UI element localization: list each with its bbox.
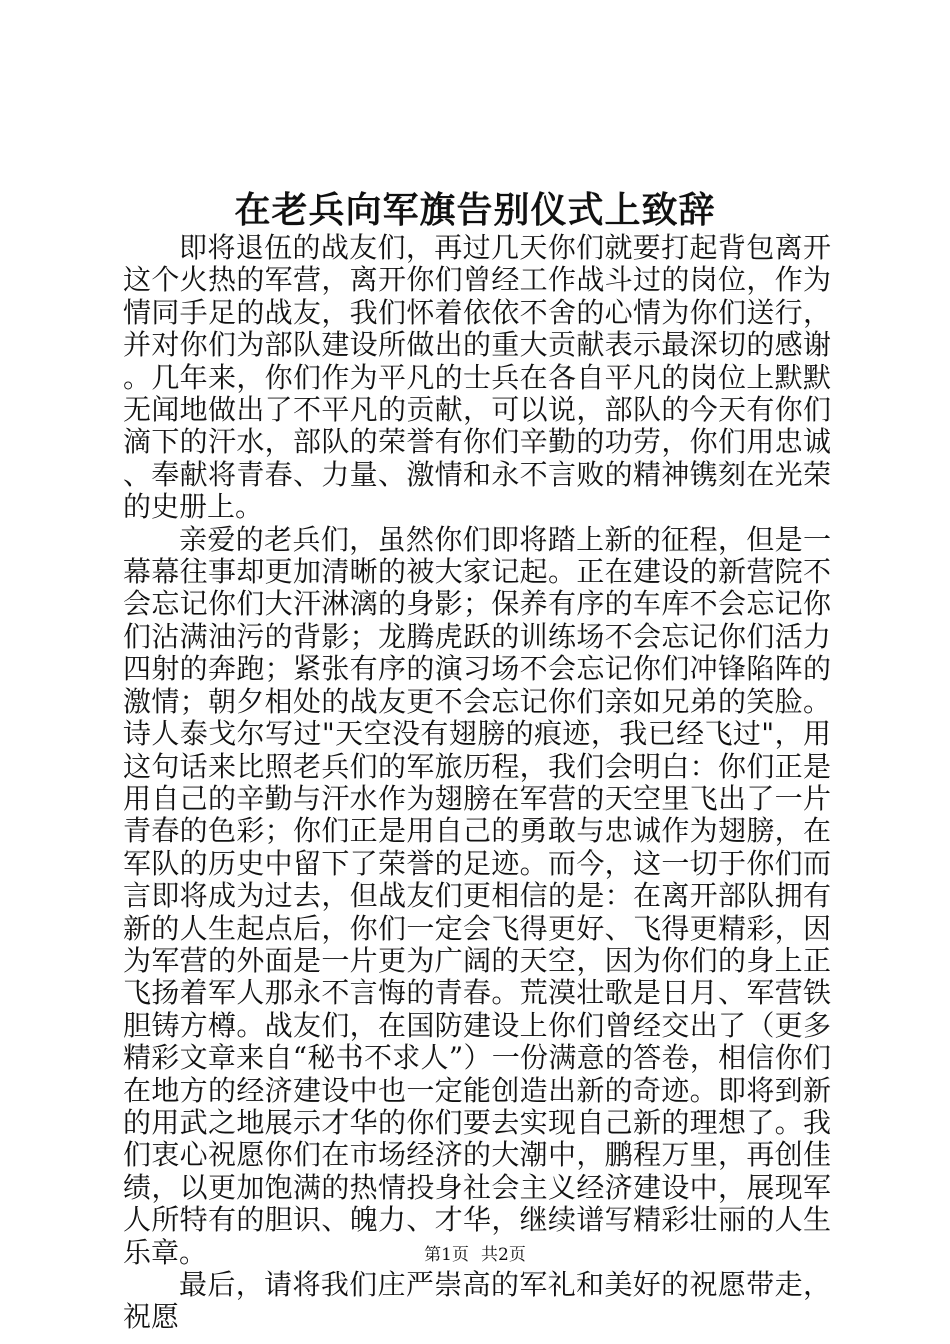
- paragraph-1: 即将退伍的战友们，再过几天你们就要打起背包离开这个火热的军营，离开你们曾经工作战斗过的岗位，作为情同手足的战友，我们怀着依依不舍的心情为你们送行，并对你们为部队建设所做出的重大贡献表示最深切的感谢。几年来，你们作为平凡的士兵在各自平凡的岗位上默默无闻地做出了不平凡的贡献，可以说，部队的今天有你们滴下的汗水，部队的荣誉有你们辛勤的功劳，你们用忠诚、奉献将青春、力量、激情和永不言败的精神镌刻在光荣的史册上。: [123, 231, 831, 524]
- page-number-current: 第1页: [424, 1245, 469, 1265]
- document-title: 在老兵向军旗告别仪式上致辞: [234, 189, 716, 231]
- page-number-total: 共2页: [481, 1245, 526, 1265]
- document-body: [123, 232, 831, 1334]
- page-footer: [0, 1244, 950, 1266]
- paragraph-3: 最后，请将我们庄严崇高的军礼和美好的祝愿带走，祝愿: [123, 1268, 831, 1334]
- paragraph-2: 亲爱的老兵们，虽然你们即将踏上新的征程，但是一幕幕往事却更加清晰的被大家记起。正在建设的新营院不会忘记你们大汗淋漓的身影；保养有序的车库不会忘记你们沾满油污的背影；龙腾虎跃的训练场不会忘记你们活力四射的奔跑；紧张有序的演习场不会忘记你们冲锋陷阵的激情；朝夕相处的战友更不会忘记你们亲如兄弟的笑脸。诗人泰戈尔写过"天空没有翅膀的痕迹，我已经飞过"，用这句话来比照老兵们的军旅历程，我们会明白：你们正是用自己的辛勤与汗水作为翅膀在军营的天空里飞出了一片青春的色彩；你们正是用自己的勇敢与忠诚作为翅膀，在军队的历史中留下了荣誉的足迹。而今，这一切于你们而言即将成为过去，但战友们更相信的是：在离开部队拥有新的人生起点后，你们一定会飞得更好、飞得更精彩，因为军营的外面是一片更为广阔的天空，因为你们的身上正飞扬着军人那永不言悔的青春。荒漠壮歌是日月、军营铁胆铸方樽。战友们，在国防建设上你们曾经交出了（更多精彩文章来自“秘书不求人”）一份满意的答卷，相信你们在地方的经济建设中也一定能创造出新的奇迹。即将到新的用武之地展示才华的你们要去实现自己新的理想了。我们衷心祝愿你们在市场经济的大潮中，鹏程万里，再创佳绩，以更加饱满的热情投身社会主义经济建设中，展现军人所特有的胆识、魄力、才华，继续谱写精彩壮丽的人生乐章。: [123, 522, 831, 1269]
